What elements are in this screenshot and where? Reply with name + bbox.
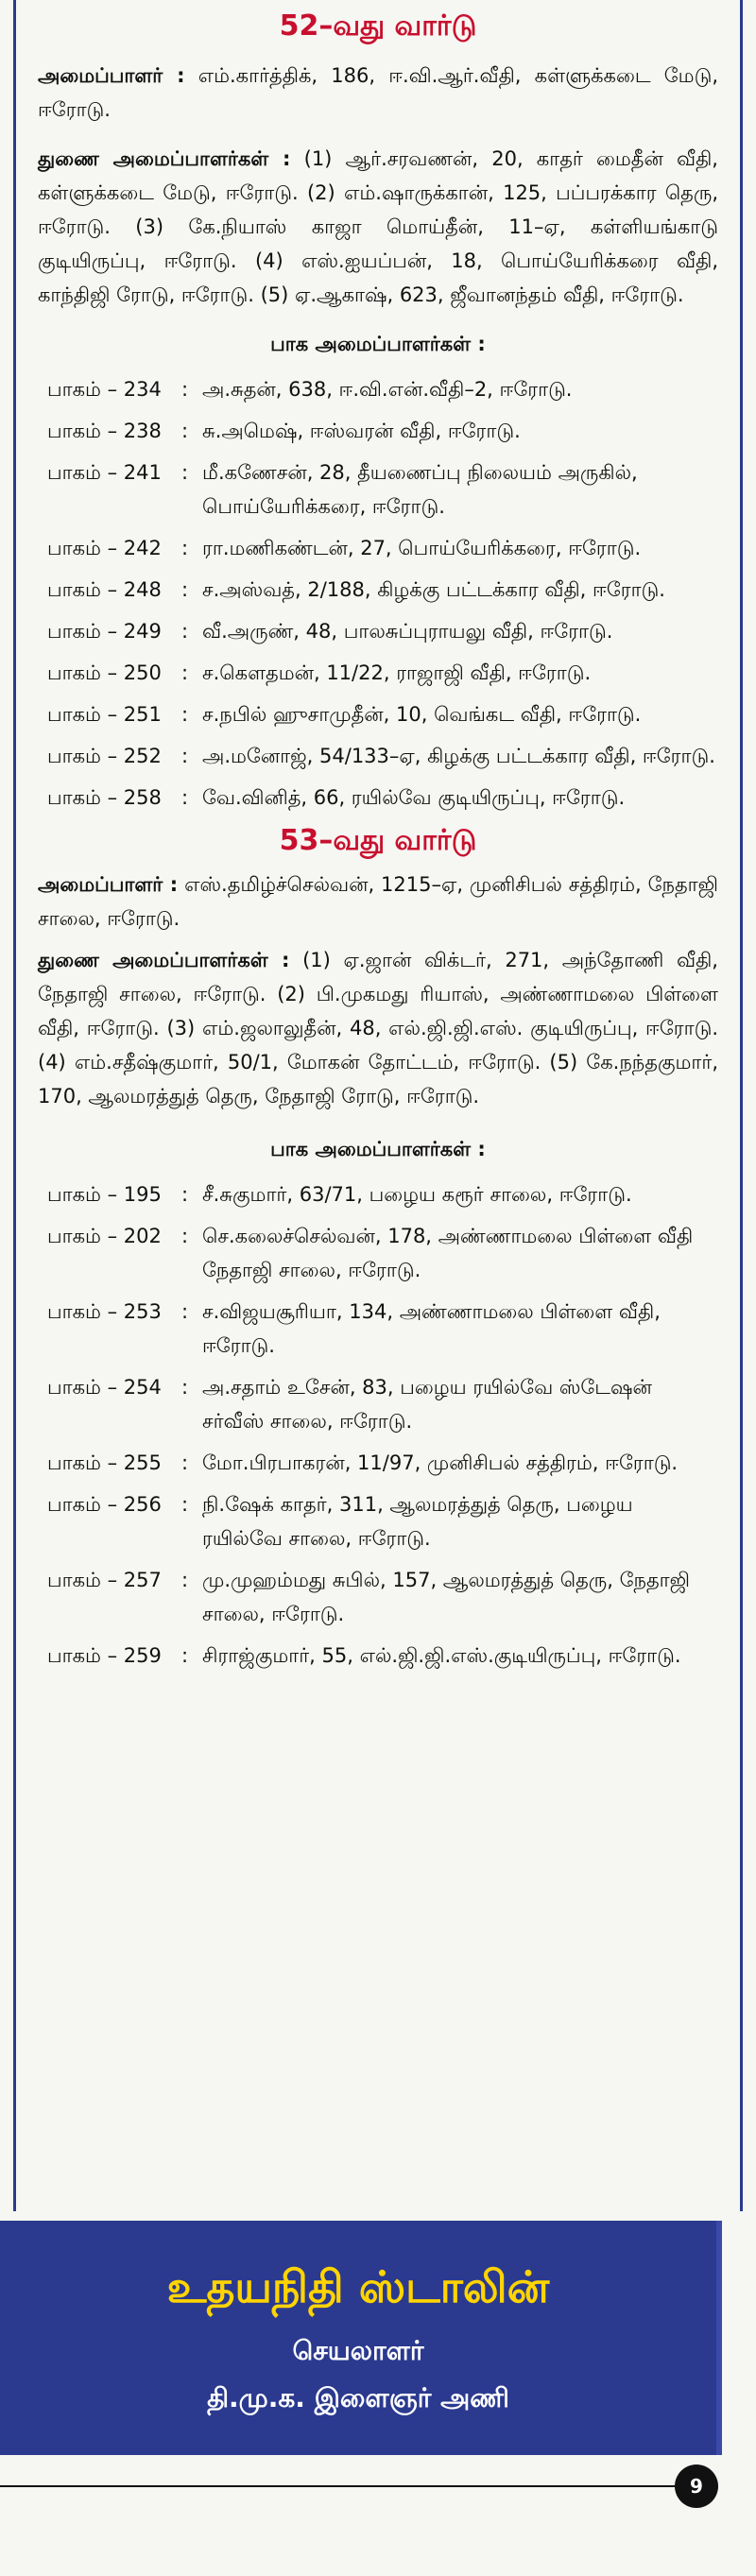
booth-row (38, 1219, 718, 1287)
deputy-text: (1) ஆர்.சரவணன், 20, காதர் மைதீன் வீதி, கள்ளுக்கடை மேடு, ஈரோடு. (2) எம்.ஷாருக்கான், 125, பப்பரக்கார தெரு, ஈரோடு. (3) கே.நியாஸ் காஜா மொய்தீன், 11–ஏ, கள்ளியங்காடு குடியிருப்பு, ஈரோடு. (4) எஸ்.ஐயப்பன், 18, பொய்யேரிக்கரை வீதி, காந்திஜி ரோடு, ஈரோடு. (5) ஏ.ஆகாஷ், 623, ஜீவானந்தம் வீதி, ஈரோடு. (38, 147, 718, 306)
right-border (740, 0, 743, 2211)
booth-address: அ.சுதன், 638, ஈ.வி.என்.வீதி–2, ஈரோடு. (202, 378, 573, 401)
booth-address: மோ.பிரபாகரன், 11/97, முனிசிபல் சத்திரம், ஈரோடு. (202, 1451, 679, 1474)
booth-separator: : (181, 1300, 189, 1323)
booth-number: பாகம் – 251 (47, 703, 162, 726)
booth-row (38, 455, 718, 524)
booth-number: பாகம் – 241 (47, 461, 162, 484)
leader-role: செயலாளர் (292, 2335, 424, 2366)
booth-number: பாகம் – 257 (47, 1569, 162, 1591)
booth-row (38, 1487, 718, 1555)
booth-row (38, 739, 718, 773)
booth-row (38, 656, 718, 690)
left-border (13, 0, 16, 2211)
booth-separator: : (181, 537, 189, 559)
booth-row (38, 1446, 718, 1480)
page-number: 9 (675, 2464, 718, 2508)
booth-address: செ.கலைச்செல்வன், 178, அண்ணாமலை பிள்ளை வீதி நேதாஜி சாலை, ஈரோடு. (202, 1225, 694, 1281)
booth-separator: : (181, 1225, 189, 1247)
booth-address: ரா.மணிகண்டன், 27, பொய்யேரிக்கரை, ஈரோடு. (202, 537, 642, 559)
booth-row (38, 372, 718, 406)
booth-number: பாகம் – 258 (47, 786, 162, 809)
deputy-text: (1) ஏ.ஜான் விக்டர், 271, அந்தோணி வீதி, நேதாஜி சாலை, ஈரோடு. (2) பி.முகமது ரியாஸ், அண்ணாமலை பிள்ளை வீதி, ஈரோடு. (3) எம்.ஜலாலுதீன், 48, எல்.ஜி.ஜி.எஸ். குடியிருப்பு, ஈரோடு. (4) எம்.சதீஷ்குமார், 50/1, மோகன் தோட்டம், ஈரோடு. (5) கே.நந்தகுமார், 170, ஆலமரத்துத் தெரு, நேதாஜி ரோடு, ஈரோடு. (38, 949, 718, 1108)
booth-number: பாகம் – 259 (47, 1644, 162, 1667)
booth-separator: : (181, 1451, 189, 1474)
booth-address: ச.கௌதமன், 11/22, ராஜாஜி வீதி, ஈரோடு. (202, 661, 592, 684)
booth-separator: : (181, 1493, 189, 1516)
booth-number: பாகம் – 256 (47, 1493, 162, 1516)
booth-address: மு.முஹம்மது சுபில், 157, ஆலமரத்துத் தெரு, நேதாஜி சாலை, ஈரோடு. (202, 1569, 690, 1625)
ward-53-organizer (38, 867, 718, 936)
booth-number: பாகம் – 202 (47, 1225, 162, 1247)
deputy-label: துணை அமைப்பாளர்கள் : (38, 949, 290, 971)
organizer-label: அமைப்பாளர் : (38, 64, 185, 87)
booth-number: பாகம் – 253 (47, 1300, 162, 1323)
booth-row (38, 614, 718, 648)
ward-52-title: 52–வது வார்டு (279, 9, 477, 43)
ward-53-booth-heading: பாக அமைப்பாளர்கள் : (270, 1138, 486, 1160)
booth-row (38, 1295, 718, 1363)
leader-org: தி.மு.க. இளைஞர் அணி (207, 2382, 509, 2413)
booth-row (38, 697, 718, 731)
leader-banner (0, 2221, 722, 2455)
footer-rule (0, 2485, 675, 2487)
booth-separator: : (181, 1183, 189, 1206)
booth-address: சிராஜ்குமார், 55, எல்.ஜி.ஜி.எஸ்.குடியிருப்பு, ஈரோடு. (202, 1644, 681, 1667)
booth-separator: : (181, 745, 189, 767)
booth-separator: : (181, 378, 189, 401)
booth-row (38, 1563, 718, 1631)
article-content (38, 0, 718, 1680)
booth-separator: : (181, 461, 189, 484)
booth-address: வே.வினித், 66, ரயில்வே குடியிருப்பு, ஈரோடு. (202, 786, 626, 809)
booth-number: பாகம் – 254 (47, 1376, 162, 1399)
booth-separator: : (181, 786, 189, 809)
booth-number: பாகம் – 242 (47, 537, 162, 559)
booth-row (38, 531, 718, 565)
organizer-text: எஸ்.தமிழ்ச்செல்வன், 1215–ஏ, முனிசிபல் சத்திரம், நேதாஜி சாலை, ஈரோடு. (38, 873, 718, 930)
booth-number: பாகம் – 252 (47, 745, 162, 767)
ward-53-booth-list (38, 1177, 718, 1673)
booth-row (38, 781, 718, 815)
booth-number: பாகம் – 238 (47, 420, 162, 442)
booth-address: ச.விஜயசூரியா, 134, அண்ணாமலை பிள்ளை வீதி, ஈரோடு. (202, 1300, 661, 1357)
booth-separator: : (181, 703, 189, 726)
booth-number: பாகம் – 248 (47, 578, 162, 601)
booth-separator: : (181, 420, 189, 442)
booth-address: அ.மனோஜ், 54/133–ஏ, கிழக்கு பட்டக்கார வீதி, ஈரோடு. (202, 745, 715, 767)
booth-row (38, 1639, 718, 1673)
booth-row (38, 573, 718, 607)
organizer-label: அமைப்பாளர் : (38, 873, 179, 896)
booth-row (38, 1177, 718, 1211)
leader-name: உதயநிதி ஸ்டாலின் (166, 2261, 550, 2312)
booth-number: பாகம் – 255 (47, 1451, 162, 1474)
booth-address: மீ.கணேசன், 28, தீயணைப்பு நிலையம் அருகில், பொய்யேரிக்கரை, ஈரோடு. (202, 461, 638, 518)
booth-number: பாகம் – 249 (47, 620, 162, 643)
booth-number: பாகம் – 250 (47, 661, 162, 684)
booth-address: சு.அமெஷ், ஈஸ்வரன் வீதி, ஈரோடு. (202, 420, 521, 442)
booth-address: சீ.சுகுமார், 63/71, பழைய கரூர் சாலை, ஈரோடு. (202, 1183, 632, 1206)
booth-number: பாகம் – 195 (47, 1183, 162, 1206)
organizer-text: எம்.கார்த்திக், 186, ஈ.வி.ஆர்.வீதி, கள்ளுக்கடை மேடு, ஈரோடு. (38, 64, 719, 121)
ward-52-booth-heading: பாக அமைப்பாளர்கள் : (270, 333, 486, 355)
ward-52-organizer (38, 59, 718, 127)
booth-separator: : (181, 1644, 189, 1667)
ward-53-deputies (38, 943, 718, 1113)
booth-separator: : (181, 1569, 189, 1591)
ward-53-title: 53–வது வார்டு (279, 824, 477, 857)
booth-separator: : (181, 1376, 189, 1399)
ward-52-deputies (38, 142, 718, 312)
booth-address: ச.நபில் ஹுசாமுதீன், 10, வெங்கட வீதி, ஈரோடு. (202, 703, 642, 726)
ward-52-booth-list (38, 372, 718, 815)
booth-number: பாகம் – 234 (47, 378, 162, 401)
booth-address: நி.ஷேக் காதர், 311, ஆலமரத்துத் தெரு, பழைய ரயில்வே சாலை, ஈரோடு. (202, 1493, 633, 1550)
booth-separator: : (181, 661, 189, 684)
booth-separator: : (181, 578, 189, 601)
booth-address: வீ.அருண், 48, பாலசுப்புராயலு வீதி, ஈரோடு. (202, 620, 613, 643)
deputy-label: துணை அமைப்பாளர்கள் : (38, 147, 291, 170)
booth-address: ச.அஸ்வத், 2/188, கிழக்கு பட்டக்கார வீதி, ஈரோடு. (202, 578, 665, 601)
booth-row (38, 414, 718, 448)
booth-address: அ.சதாம் உசேன், 83, பழைய ரயில்வே ஸ்டேஷன் சர்வீஸ் சாலை, ஈரோடு. (202, 1376, 652, 1433)
booth-separator: : (181, 620, 189, 643)
booth-row (38, 1370, 718, 1438)
